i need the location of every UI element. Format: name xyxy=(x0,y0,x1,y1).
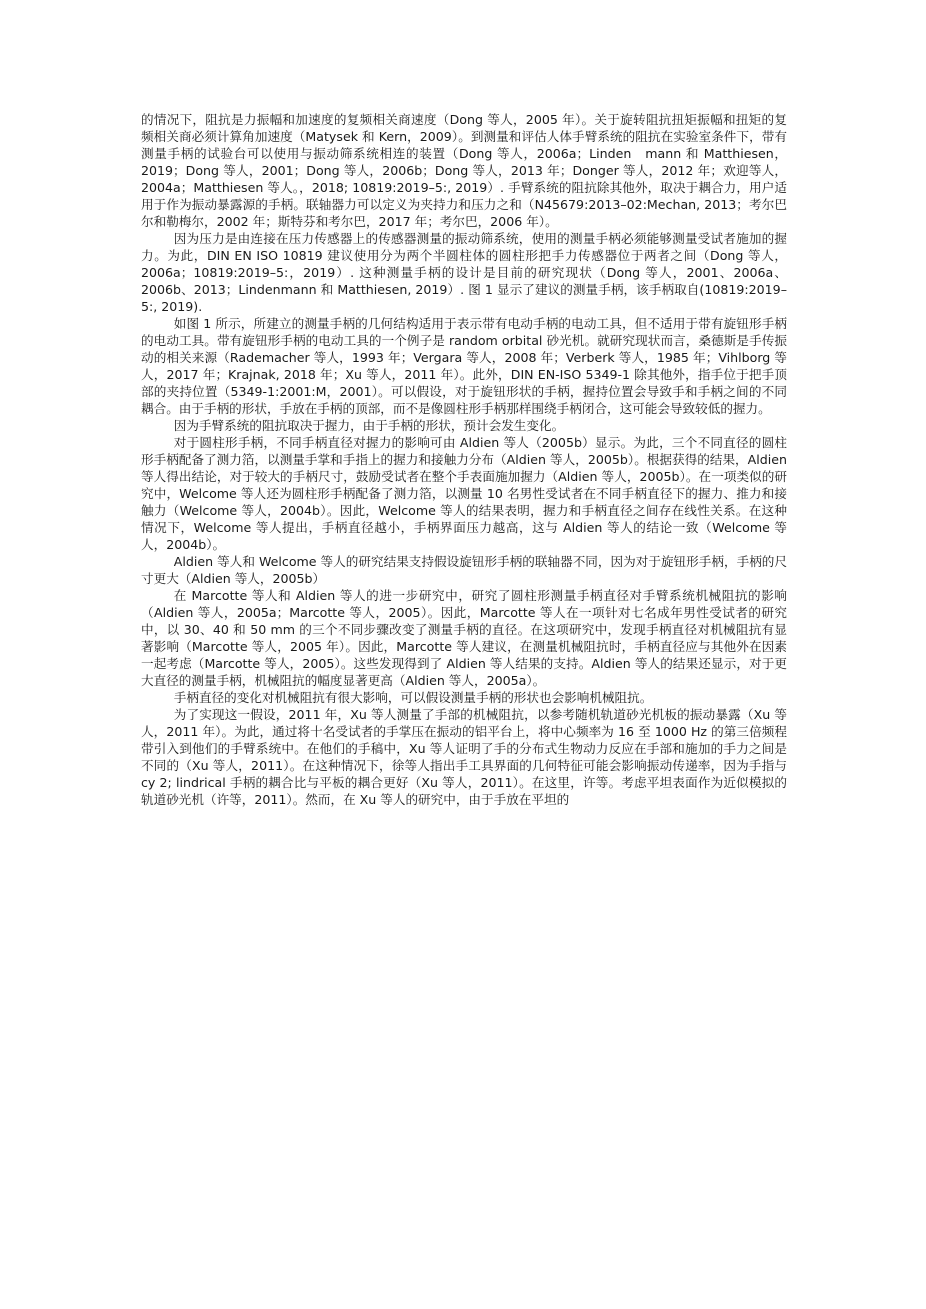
paragraph-3: 如图 1 所示，所建立的测量手柄的几何结构适用于表示带有电动手柄的电动工具，但不适用于带有旋钮形手柄的电动工具。带有旋钮形手柄的电动工具的一个例子是 random orbital 砂光机。就研究现状而言，桑德斯是手传振动的相关来源（Rademacher 等人，1993 年；Vergara 等人，2008 年；Verberk 等人，1985 年；Vihlborg 等人，2017 年；Krajnak, 2018 年；Xu 等人，2011 年）。此外，DIN EN-ISO 5349-1 除其他外，指手位于把手顶部的夹持位置（5349-1:2001:M，2001）。可以假设，对于旋钮形状的手柄，握持位置会导致手和手柄之间的不同耦合。由于手柄的形状，手放在手柄的顶部，而不是像圆柱形手柄那样围绕手柄闭合，这可能会导致较低的握力。 xyxy=(141,316,787,416)
paragraph-2: 因为压力是由连接在压力传感器上的传感器测量的振动筛系统，使用的测量手柄必须能够测量受试者施加的握力。为此，DIN EN ISO 10819 建议使用分为两个半圆柱体的圆柱形把手力传感器位于两者之间（Dong 等人，2006a；10819:2019–5:，2019）. 这种测量手柄的设计是目前的研究现状（Dong 等人，2001、2006a、2006b、2013；Lindenmann 和 Matthiesen, 2019）. 图 1 显示了建议的测量手柄，该手柄取自(10819:2019–5:, 2019). xyxy=(141,231,787,314)
paragraph-1: 的情况下，阻抗是力振幅和加速度的复频相关商速度（Dong 等人，2005 年）。关于旋转阻抗扭矩振幅和扭矩的复频相关商必须计算角加速度（Matysek 和 Kern，2009）。到测量和评估人体手臂系统的阻抗在实验室条件下，带有测量手柄的试验台可以使用与振动筛系统相连的装置（Dong 等人，2006a；Linden mann 和 Matthiesen，2019；Dong 等人，2001；Dong 等人，2006b；Dong 等人，2013 年；Donger 等人，2012 年；欢迎等人，2004a；Matthiesen 等人。，2018; 10819:2019–5:, 2019）. 手臂系统的阻抗除其他外，取决于耦合力，用户适用于作为振动暴露源的手柄。联轴器力可以定义为夹持力和压力之和（N45679:2013–02:Mechan, 2013；考尔巴尔和勒梅尔，2002 年；斯特芬和考尔巴，2017 年；考尔巴，2006 年）。 xyxy=(141,112,787,229)
paragraph-6: Aldien 等人和 Welcome 等人的研究结果支持假设旋钮形手柄的联轴器不同，因为对于旋钮形手柄，手柄的尺寸更大（Aldien 等人，2005b） xyxy=(141,554,787,586)
paragraph-5: 对于圆柱形手柄，不同手柄直径对握力的影响可由 Aldien 等人（2005b）显示。为此，三个不同直径的圆柱形手柄配备了测力箔，以测量手掌和手指上的握力和接触力分布（Aldien 等人，2005b）。根据获得的结果，Aldien 等人得出结论，对于较大的手柄尺寸，鼓励受试者在整个手表面施加握力（Aldien 等人，2005b）。在一项类似的研究中，Welcome 等人还为圆柱形手柄配备了测力箔，以测量 10 名男性受试者在不同手柄直径下的握力、推力和接触力（Welcome 等人，2004b）。因此，Welcome 等人的结果表明，握力和手柄直径之间存在线性关系。在这种情况下，Welcome 等人提出，手柄直径越小，手柄界面压力越高，这与 Aldien 等人的结论一致（Welcome 等人，2004b）。 xyxy=(141,435,787,552)
paragraph-4: 因为手臂系统的阻抗取决于握力，由于手柄的形状，预计会发生变化。 xyxy=(173,418,565,433)
paragraph-8: 手柄直径的变化对机械阻抗有很大影响，可以假设测量手柄的形状也会影响机械阻抗。 xyxy=(173,690,653,705)
paragraph-7: 在 Marcotte 等人和 Aldien 等人的进一步研究中，研究了圆柱形测量手柄直径对手臂系统机械阻抗的影响（Aldien 等人，2005a；Marcotte 等人，2005）。因此，Marcotte 等人在一项针对七名成年男性受试者的研究中，以 30、40 和 50 mm 的三个不同步骤改变了测量手柄的直径。在这项研究中，发现手柄直径对机械阻抗有显著影响（Marcotte 等人，2005 年）。因此，Marcotte 等人建议，在测量机械阻抗时，手柄直径应与其他外在因素一起考虑（Marcotte 等人，2005）。这些发现得到了 Aldien 等人结果的支持。Aldien 等人的结果还显示，对于更大直径的测量手柄，机械阻抗的幅度显著更高（Aldien 等人，2005a）。 xyxy=(141,588,787,688)
paragraph-9: 为了实现这一假设，2011 年，Xu 等人测量了手部的机械阻抗，以参考随机轨道砂光机板的振动暴露（Xu 等人，2011 年）。为此，通过将十名受试者的手掌压在振动的铝平台上，将中心频率为 16 至 1000 Hz 的第三倍频程带引入到他们的手臂系统中。在他们的手稿中，Xu 等人证明了手的分布式生物动力反应在手部和施加的手力之间是不同的（Xu 等人，2011）。在这种情况下，徐等人指出手工具界面的几何特征可能会影响振动传递率，因为手指与 cy 2; lindrical 手柄的耦合比与平板的耦合更好（Xu 等人，2011）。在这里，许等。考虑平坦表面作为近似模拟的轨道砂光机（许等，2011）。然而，在 Xu 等人的研究中，由于手放在平坦的 xyxy=(141,707,787,807)
body-text xyxy=(141,111,787,808)
